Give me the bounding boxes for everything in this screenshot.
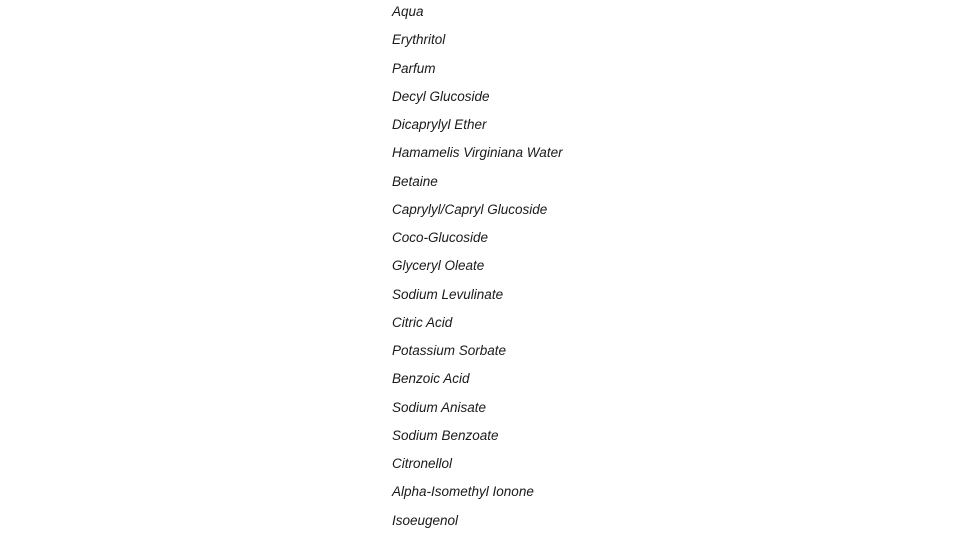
ingredient-item: Betaine (392, 173, 438, 189)
ingredient-item: Aqua (392, 4, 424, 19)
ingredient-item: Parfum (392, 60, 436, 76)
ingredient-item: Erythritol (392, 32, 446, 48)
ingredient-item: Citronellol (392, 456, 453, 471)
ingredient-list (392, 0, 563, 537)
ingredient-item: Caprylyl/Capryl Glucoside (392, 201, 548, 217)
ingredient-item: Decyl Glucoside (392, 88, 490, 104)
ingredient-item: Isoeugenol (392, 512, 459, 528)
ingredient-item: Hamamelis Virginiana Water (392, 145, 563, 161)
ingredient-item: Sodium Levulinate (392, 286, 504, 302)
ingredient-item: Sodium Benzoate (392, 427, 499, 443)
ingredient-item: Coco-Glucoside (392, 230, 489, 245)
ingredient-item: Benzoic Acid (392, 371, 470, 387)
ingredient-item: Sodium Anisate (392, 399, 487, 415)
ingredient-item: Citric Acid (392, 314, 453, 330)
ingredient-item: Glyceryl Oleate (392, 258, 485, 274)
ingredient-item: Potassium Sorbate (392, 343, 507, 358)
ingredient-item: Alpha-Isomethyl Ionone (392, 484, 534, 500)
ingredient-item: Dicaprylyl Ether (392, 117, 487, 132)
